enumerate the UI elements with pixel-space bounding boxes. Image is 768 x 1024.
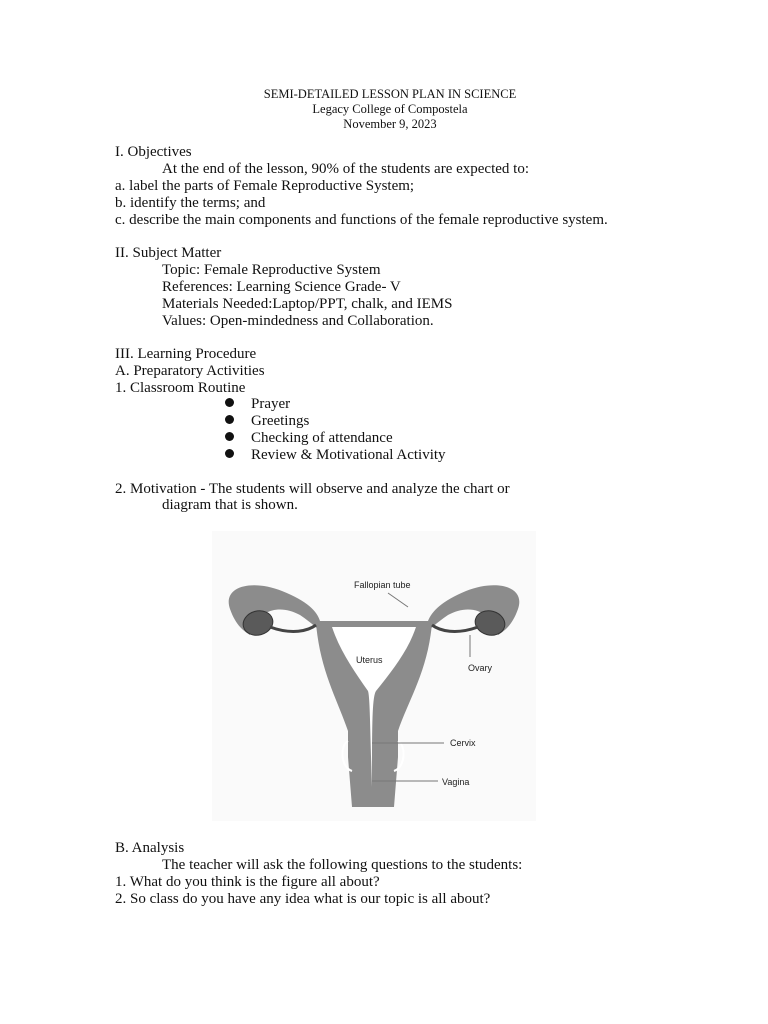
routine-item: Greetings [251,413,310,429]
objectives-intro: At the end of the lesson, 90% of the students are expected to: [162,161,529,177]
analysis-heading: B. Analysis [115,840,185,856]
cervix-label: Cervix [450,738,476,748]
lesson-date: November 9, 2023 [343,117,437,131]
bullet-icon [225,415,234,424]
motivation-text-continued: diagram that is shown. [162,497,298,513]
analysis-intro: The teacher will ask the following questions to the students: [162,857,523,873]
fallopian-tube-label: Fallopian tube [354,580,411,590]
bullet-icon [225,432,234,441]
school-name: Legacy College of Compostela [312,102,468,116]
female-reproductive-system-diagram [212,531,536,821]
vagina-label: Vagina [442,777,470,787]
subject-materials: Materials Needed:Laptop/PPT, chalk, and IEMS [162,296,453,312]
preparatory-activities-heading: A. Preparatory Activities [115,363,265,379]
routine-item: Prayer [251,396,291,412]
ovary-label: Ovary [468,663,493,673]
objective-item: b. identify the terms; and [115,195,266,211]
document-title: SEMI-DETAILED LESSON PLAN IN SCIENCE [263,87,517,101]
procedure-heading: III. Learning Procedure [115,346,257,362]
objective-item: a. label the parts of Female Reproductive System; [115,178,415,194]
motivation-text: 2. Motivation - The students will observe and analyze the chart or [115,481,510,497]
bullet-icon [225,398,234,407]
subject-matter-heading: II. Subject Matter [115,245,222,261]
routine-item: Review & Motivational Activity [251,447,446,463]
subject-topic: Topic: Female Reproductive System [162,262,381,278]
uterus-label: Uterus [356,655,383,665]
analysis-question: 2. So class do you have any idea what is our topic is all about? [115,891,491,907]
subject-values: Values: Open-mindedness and Collaboration. [162,313,434,329]
classroom-routine-heading: 1. Classroom Routine [115,380,246,396]
bullet-icon [225,449,234,458]
objectives-heading: I. Objectives [115,144,192,160]
routine-item: Checking of attendance [251,430,393,446]
subject-references: References: Learning Science Grade- V [162,279,401,295]
analysis-question: 1. What do you think is the figure all about? [115,874,380,890]
objective-item: c. describe the main components and functions of the female reproductive system. [115,212,608,228]
